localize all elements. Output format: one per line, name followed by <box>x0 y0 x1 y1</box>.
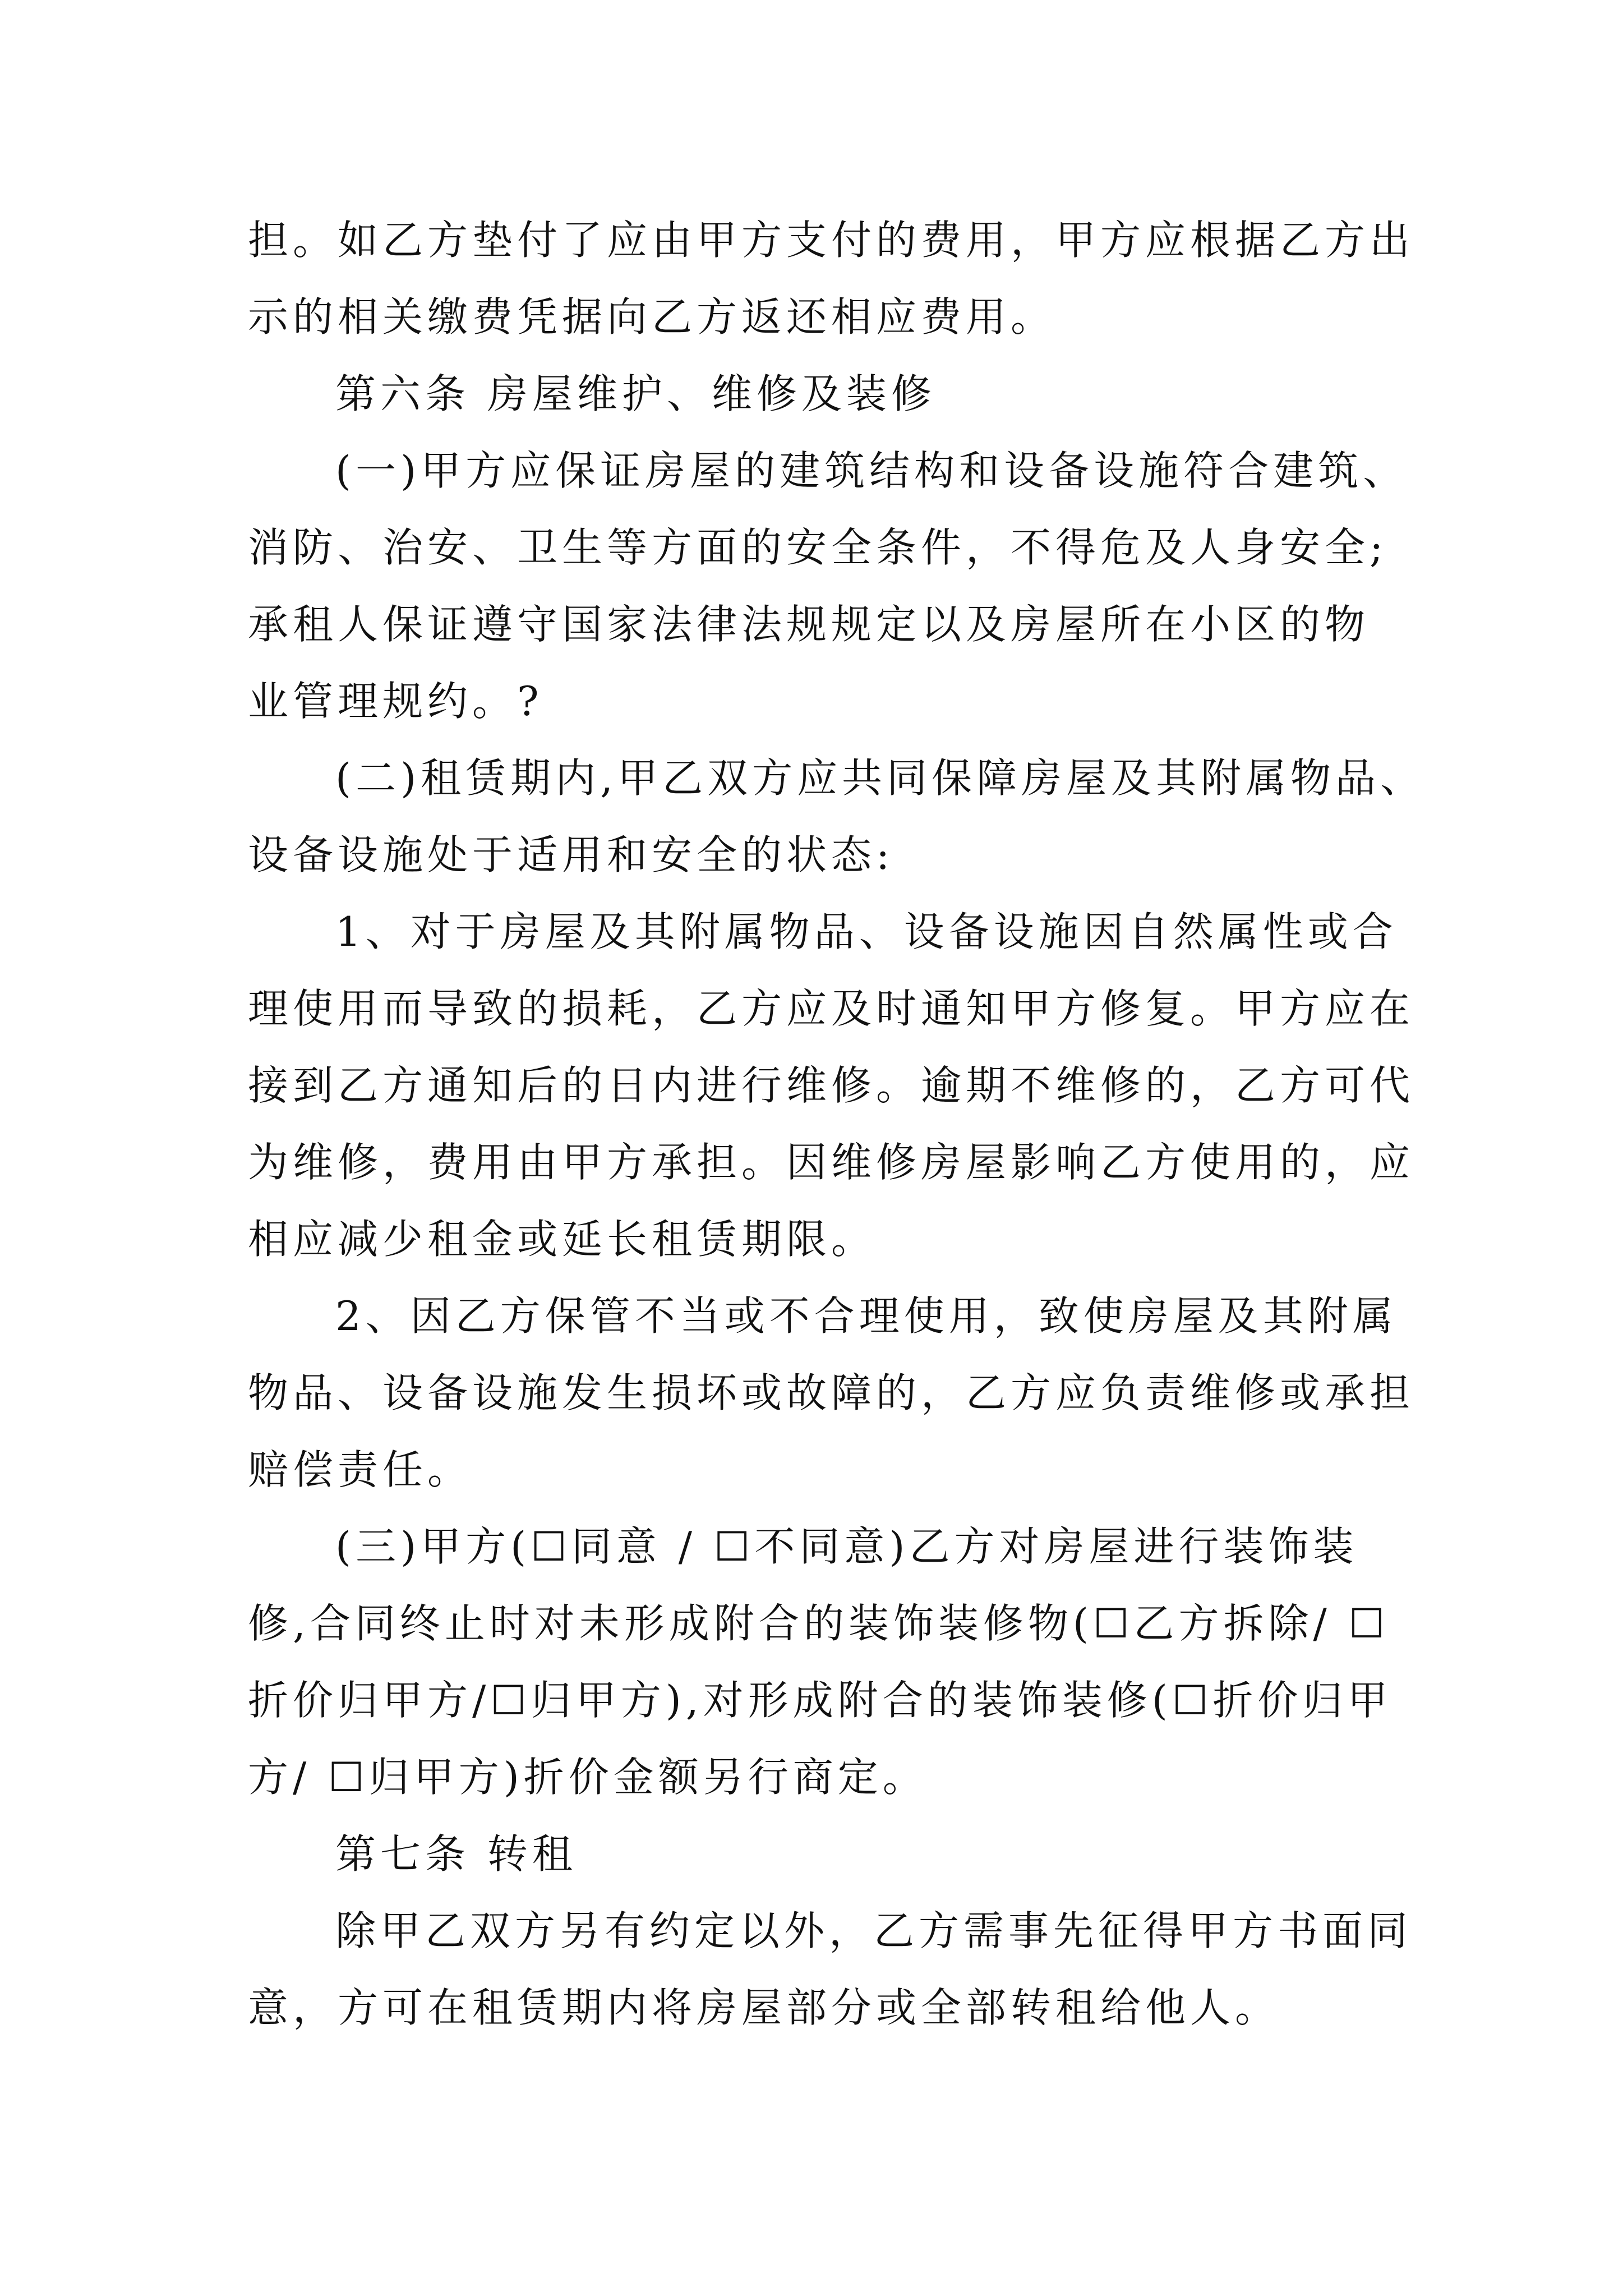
text-line: 1、对于房屋及其附属物品、设备设施因自然属性或合 <box>335 908 1398 955</box>
text-line: 折价归甲方/☐归甲方),对形成附合的装饰装修(☐折价归甲 <box>248 1677 1393 1724</box>
text-line: 示的相关缴费凭据向乙方返还相应费用。 <box>248 293 1056 341</box>
section-heading: 第七条 转租 <box>335 1830 577 1878</box>
document-body <box>248 202 1426 2046</box>
text-line: 2、因乙方保管不当或不合理使用，致使房屋及其附属 <box>335 1292 1398 1340</box>
text-line: 相应减少租金或延长租赁期限。 <box>248 1216 877 1263</box>
text-line: 为维修，费用由甲方承担。因维修房屋影响乙方使用的，应 <box>248 1139 1415 1186</box>
text-line: 物品、设备设施发生损坏或故障的，乙方应负责维修或承担 <box>248 1369 1415 1416</box>
text-line: 接到乙方通知后的日内进行维修。逾期不维修的，乙方可代 <box>248 1062 1415 1109</box>
text-line: 理使用而导致的损耗，乙方应及时通知甲方修复。甲方应在 <box>248 985 1415 1032</box>
text-line: 消防、治安、卫生等方面的安全条件，不得危及人身安全; <box>248 524 1388 571</box>
text-line: 承租人保证遵守国家法律法规规定以及房屋所在小区的物 <box>248 601 1370 648</box>
text-line: 除甲乙双方另有约定以外，乙方需事先征得甲方书面同 <box>335 1907 1413 1954</box>
section-heading: 第六条 房屋维护、维修及装修 <box>335 370 936 417</box>
text-line: 设备设施处于适用和安全的状态: <box>248 831 895 878</box>
text-line: 方/ ☐归甲方)折价金额另行商定。 <box>248 1754 928 1801</box>
text-line: 修,合同终止时对未形成附合的装饰装修物(☐乙方拆除/ ☐ <box>248 1600 1390 1647</box>
text-line: 业管理规约。? <box>248 678 543 725</box>
text-line: 意，方可在租赁期内将房屋部分或全部转租给他人。 <box>248 1984 1280 2031</box>
text-line: (一)甲方应保证房屋的建筑结构和设备设施符合建筑、 <box>335 447 1408 494</box>
text-line: (二)租赁期内,甲乙双方应共同保障房屋及其附属物品、 <box>335 754 1426 802</box>
text-line: 赔偿责任。 <box>248 1446 473 1493</box>
text-line: 担。如乙方垫付了应由甲方支付的费用，甲方应根据乙方出 <box>248 217 1415 264</box>
text-line: (三)甲方(☐同意 / ☐不同意)乙方对房屋进行装饰装 <box>335 1523 1358 1570</box>
